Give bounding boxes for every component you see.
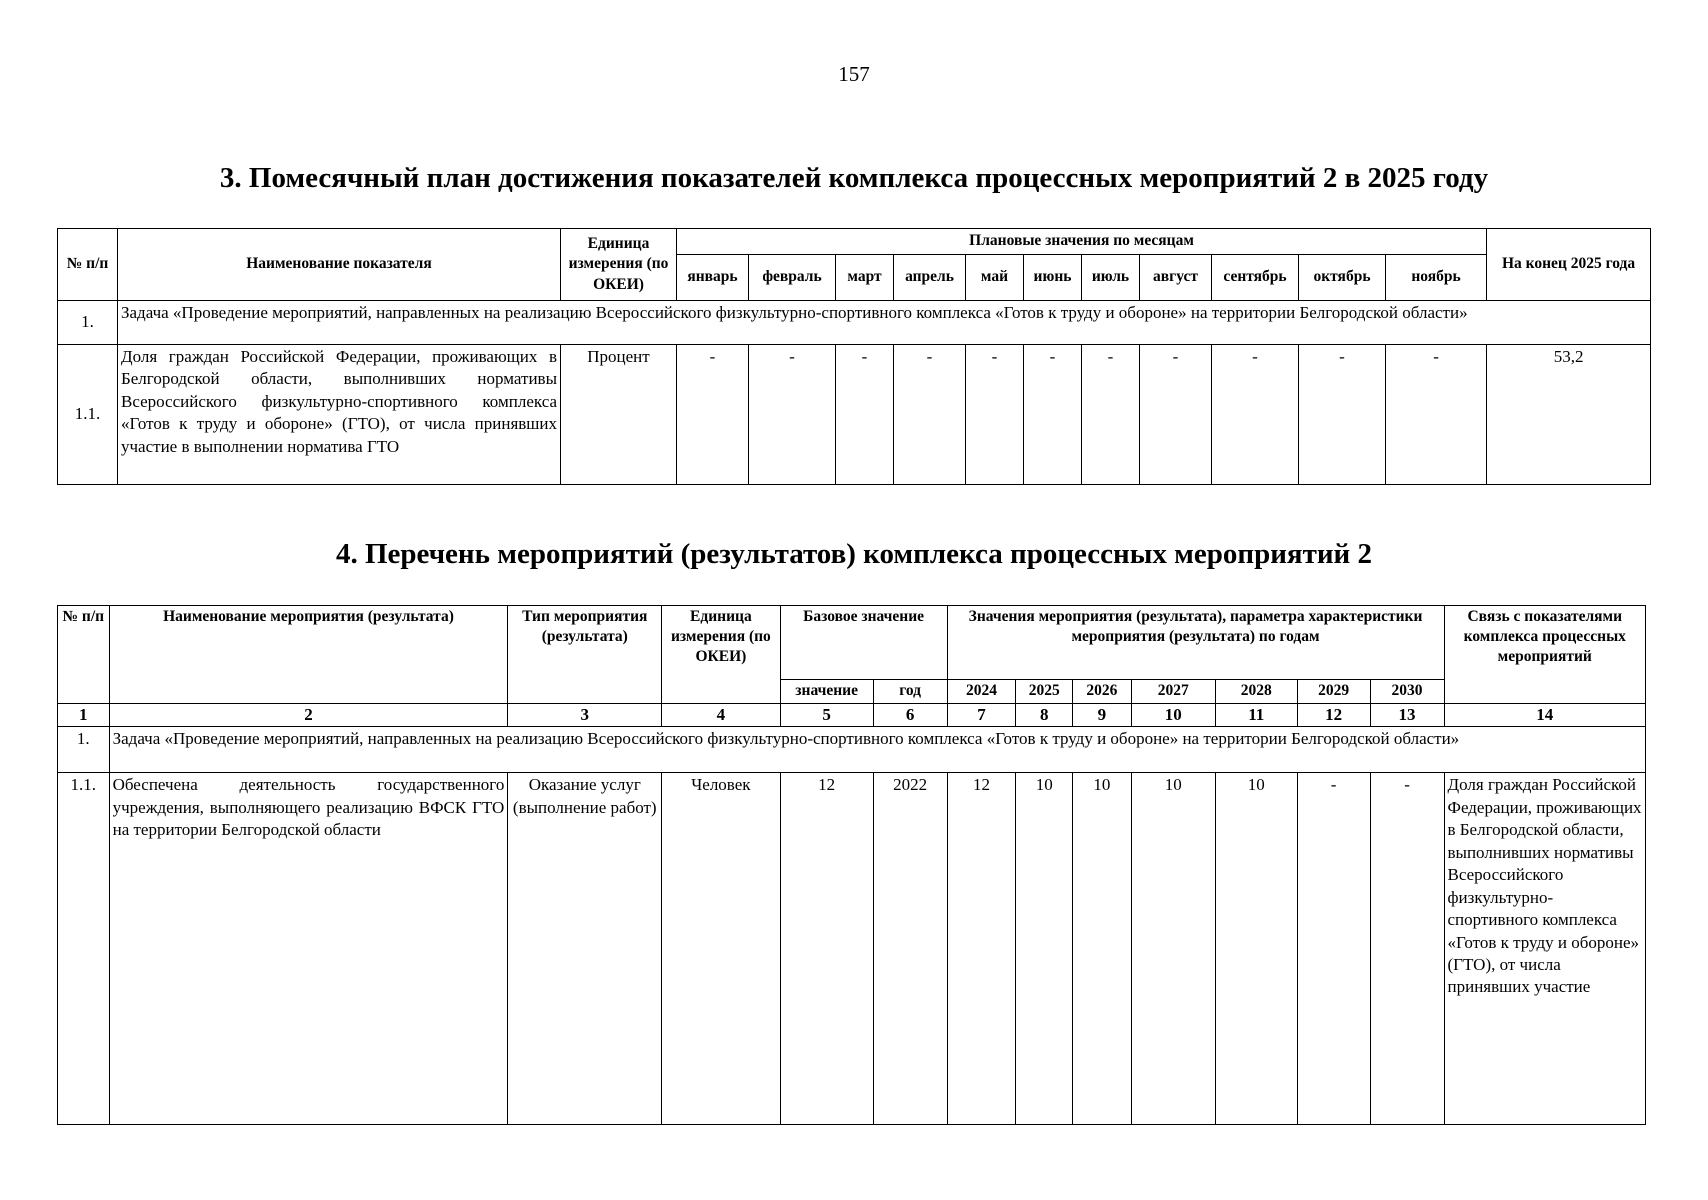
- table-row: [58, 773, 1646, 1125]
- column-number: 14: [1444, 704, 1645, 727]
- header-month: февраль: [749, 255, 836, 301]
- base-year: 2022: [873, 773, 947, 1125]
- activity-unit: Человек: [662, 773, 780, 1125]
- header-month: октябрь: [1299, 255, 1386, 301]
- month-value: -: [1386, 345, 1487, 485]
- year-value: 10: [1215, 773, 1297, 1125]
- column-number: 4: [662, 704, 780, 727]
- header-month: август: [1140, 255, 1212, 301]
- header-unit: Единица измерения (по ОКЕИ): [662, 606, 780, 704]
- monthly-plan-table: [57, 228, 1651, 485]
- header-month: апрель: [894, 255, 966, 301]
- header-unit: Единица измерения (по ОКЕИ): [561, 229, 677, 301]
- header-activity-type: Тип мероприятия (результата): [508, 606, 662, 704]
- task-text: Задача «Проведение мероприятий, направленных на реализацию Всероссийского физкультурно-спортивного комплекса «Готов к труду и обороне» на территории Белгородской области»: [109, 727, 1645, 773]
- header-values-by-year: Значения мероприятия (результата), параметра характеристики мероприятия (результата) по годам: [947, 606, 1444, 680]
- header-month: май: [966, 255, 1024, 301]
- row-num: 1.1.: [58, 345, 118, 485]
- month-value: -: [1299, 345, 1386, 485]
- month-value: -: [677, 345, 749, 485]
- month-value: -: [1024, 345, 1082, 485]
- column-number: 8: [1016, 704, 1073, 727]
- page-number: 157: [838, 62, 870, 86]
- header-year: 2026: [1073, 680, 1132, 704]
- column-number: 11: [1215, 704, 1297, 727]
- column-number: 12: [1297, 704, 1370, 727]
- header-year: 2027: [1131, 680, 1215, 704]
- task-num: 1.: [58, 727, 110, 773]
- year-value: -: [1370, 773, 1444, 1125]
- header-year-end: На конец 2025 года: [1487, 229, 1651, 301]
- column-number: 5: [780, 704, 873, 727]
- task-num: 1.: [58, 301, 118, 345]
- column-number: 1: [58, 704, 110, 727]
- month-value: -: [749, 345, 836, 485]
- column-number: 2: [109, 704, 508, 727]
- header-month: июнь: [1024, 255, 1082, 301]
- column-number: 6: [873, 704, 947, 727]
- year-value: 10: [1131, 773, 1215, 1125]
- header-month: сентябрь: [1212, 255, 1299, 301]
- activities-table: [57, 605, 1646, 1125]
- year-value: 10: [1073, 773, 1132, 1125]
- indicator-name: Доля граждан Российской Федерации, проживающих в Белгородской области, выполнивших нормативы Всероссийского физкультурно-спортивного комплекса «Готов к труду и обороне» (ГТО), от числа принявших участие в выполнении норматива ГТО: [118, 345, 561, 485]
- column-number: 7: [947, 704, 1016, 727]
- header-base-value-year: год: [873, 680, 947, 704]
- header-num: № п/п: [58, 229, 118, 301]
- header-month: июль: [1082, 255, 1140, 301]
- header-link: Связь с показателями комплекса процессных мероприятий: [1444, 606, 1645, 704]
- task-row: [58, 301, 1651, 345]
- column-number: 9: [1073, 704, 1132, 727]
- column-number: 10: [1131, 704, 1215, 727]
- year-value: -: [1297, 773, 1370, 1125]
- month-value: -: [966, 345, 1024, 485]
- column-number-row: [58, 704, 1646, 727]
- year-end-value: 53,2: [1487, 345, 1651, 485]
- header-indicator-name: Наименование показателя: [118, 229, 561, 301]
- column-number: 13: [1370, 704, 1444, 727]
- base-value: 12: [780, 773, 873, 1125]
- header-year: 2024: [947, 680, 1016, 704]
- header-activity-name: Наименование мероприятия (результата): [109, 606, 508, 704]
- header-month: январь: [677, 255, 749, 301]
- header-monthly-plan: Плановые значения по месяцам: [677, 229, 1487, 255]
- header-num: № п/п: [58, 606, 110, 704]
- table-row: [58, 345, 1651, 485]
- section-3-title: 3. Помесячный план достижения показателей комплекса процессных мероприятий 2 в 2025 году: [219, 162, 1489, 194]
- year-value: 10: [1016, 773, 1073, 1125]
- header-month: ноябрь: [1386, 255, 1487, 301]
- header-base-value-value: значение: [780, 680, 873, 704]
- month-value: -: [836, 345, 894, 485]
- year-value: 12: [947, 773, 1016, 1125]
- row-num: 1.1.: [58, 773, 110, 1125]
- month-value: -: [1212, 345, 1299, 485]
- header-year: 2025: [1016, 680, 1073, 704]
- indicator-unit: Процент: [561, 345, 677, 485]
- header-month: март: [836, 255, 894, 301]
- section-4-title: 4. Перечень мероприятий (результатов) комплекса процессных мероприятий 2: [335, 538, 1373, 570]
- header-year: 2028: [1215, 680, 1297, 704]
- month-value: -: [894, 345, 966, 485]
- linked-indicator: Доля граждан Российской Федерации, проживающих в Белгородской области, выполнивших нормативы Всероссийского физкультурно-спортивного комплекса «Готов к труду и обороне» (ГТО), от числа принявших участие: [1444, 773, 1645, 1125]
- activity-type: Оказание услуг (выполнение работ): [508, 773, 662, 1125]
- month-value: -: [1082, 345, 1140, 485]
- header-year: 2030: [1370, 680, 1444, 704]
- task-row: [58, 727, 1646, 773]
- header-base-value: Базовое значение: [780, 606, 947, 680]
- header-year: 2029: [1297, 680, 1370, 704]
- activity-name: Обеспечена деятельность государственного учреждения, выполняющего реализацию ВФСК ГТО на территории Белгородской области: [109, 773, 508, 1125]
- month-value: -: [1140, 345, 1212, 485]
- task-text: Задача «Проведение мероприятий, направленных на реализацию Всероссийского физкультурно-спортивного комплекса «Готов к труду и обороне» на территории Белгородской области»: [118, 301, 1651, 345]
- column-number: 3: [508, 704, 662, 727]
